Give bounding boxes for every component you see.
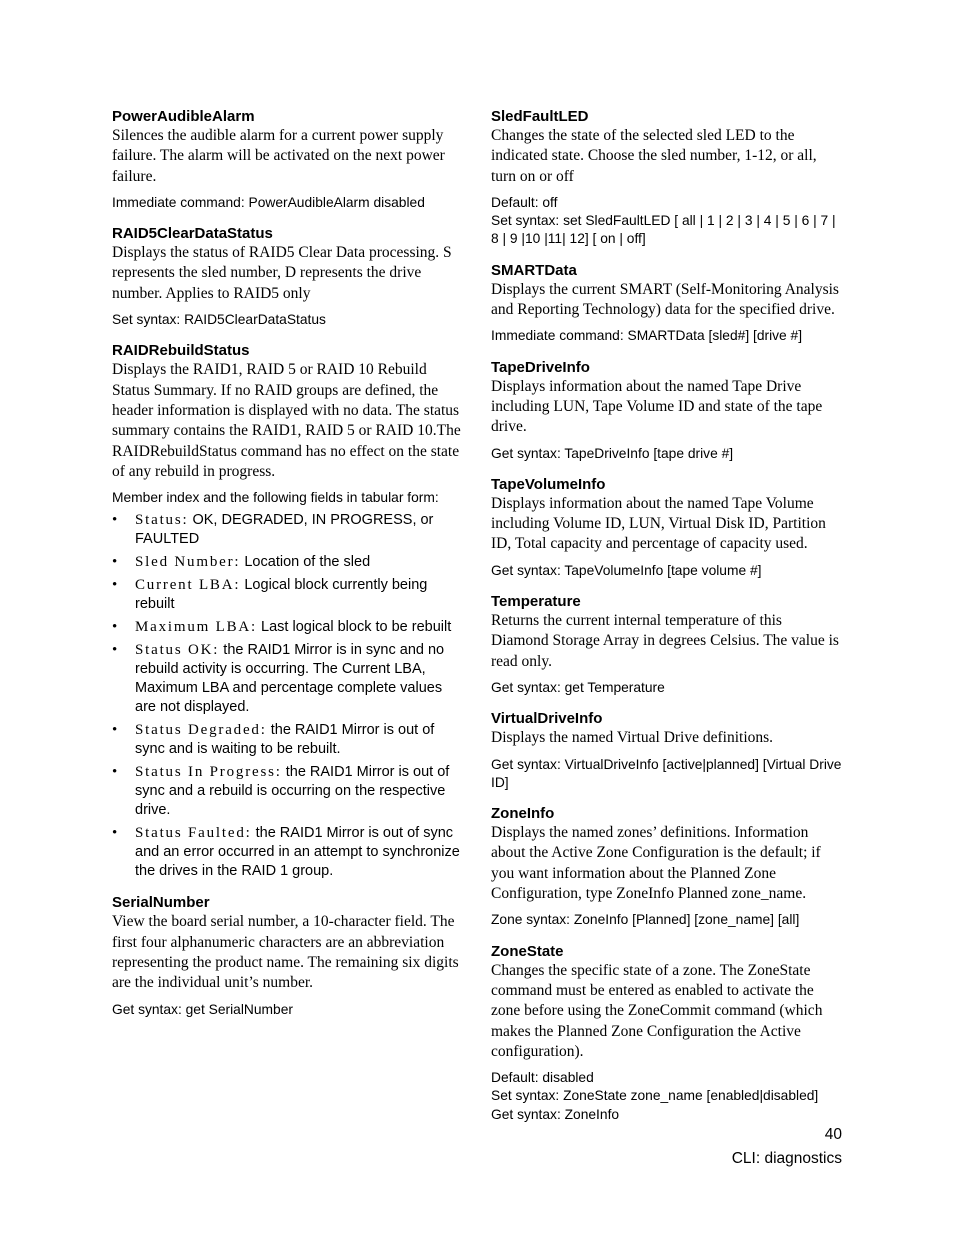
entry-default: Default: off bbox=[491, 194, 558, 210]
entry-title: VirtualDriveInfo bbox=[491, 710, 603, 728]
field-term: Current LBA: bbox=[135, 577, 241, 594]
entry-title: Temperature bbox=[491, 593, 581, 611]
field-term: Status Degraded: bbox=[135, 722, 267, 739]
entry-tape-volume-info bbox=[491, 475, 843, 580]
bullet: • bbox=[112, 554, 118, 571]
bullet: • bbox=[112, 642, 118, 659]
entry-description: Silences the audible alarm for a current power supply failure. The alarm will be activated on the next power failure. bbox=[112, 127, 445, 185]
rebuild-fields-list bbox=[112, 511, 464, 881]
entry-raid-rebuild-status bbox=[112, 341, 464, 881]
entry-description: Displays the named Virtual Drive definitions. bbox=[491, 729, 774, 747]
entry-title: SMARTData bbox=[491, 261, 577, 279]
entry-raid5-clear-data-status bbox=[112, 224, 464, 329]
entry-syntax: Immediate command: SMARTData [sled#] [drive #] bbox=[491, 328, 803, 344]
entry-syntax: Zone syntax: ZoneInfo [Planned] [zone_name] [all] bbox=[491, 912, 800, 928]
list-item bbox=[112, 576, 464, 614]
entry-default: Default: disabled bbox=[491, 1070, 594, 1086]
entry-description: Displays information about the named Tape Drive including LUN, Tape Volume ID and state of the tape drive. bbox=[491, 377, 823, 436]
entry-description: Changes the state of the selected sled LED to the indicated state. Choose the sled number, 1-12, or all, turn on or off bbox=[491, 127, 817, 185]
bullet: • bbox=[112, 577, 118, 594]
field-term: Status: bbox=[135, 512, 189, 529]
entry-description: View the board serial number, a 10-character field. The first four alphanumeric characters are an abbreviation representing the product name. The remaining six digits are the individual unit’s number. bbox=[112, 913, 459, 992]
entry-title: ZoneState bbox=[491, 942, 564, 960]
list-item bbox=[112, 763, 464, 820]
entry-virtual-drive-info bbox=[491, 709, 843, 792]
field-term: Status In Progress: bbox=[135, 764, 282, 781]
field-text: the RAID1 Mirror is out of sync and a rebuild is occurring on the respective drive. bbox=[135, 764, 450, 819]
entry-description: Changes the specific state of a zone. The ZoneState command must be entered as enabled to activate the zone before using the ZoneCommit command (which makes the Planned Zone Configuration the Active configuration). bbox=[491, 961, 823, 1060]
field-text: the RAID1 Mirror is out of sync and an error occurred in an attempt to synchronize the drives in the RAID 1 group. bbox=[135, 825, 460, 880]
entry-syntax: Get syntax: TapeVolumeInfo [tape volume #] bbox=[491, 562, 762, 578]
field-text: Last logical block to be rebuilt bbox=[257, 619, 452, 636]
list-item bbox=[112, 553, 464, 572]
bullet: • bbox=[112, 722, 118, 739]
field-text: OK, DEGRADED, IN PROGRESS, or FAULTED bbox=[135, 512, 434, 548]
entry-syntax: Get syntax: VirtualDriveInfo [active|planned] [Virtual Drive ID] bbox=[491, 756, 842, 790]
entry-tape-drive-info bbox=[491, 358, 843, 463]
entry-title: RAID5ClearDataStatus bbox=[112, 225, 273, 243]
entry-description: Returns the current internal temperature of this Diamond Storage Array in degrees Celsius. The value is read only. bbox=[491, 612, 839, 670]
section-name: CLI: diagnostics bbox=[731, 1150, 842, 1167]
field-term: Sled Number: bbox=[135, 554, 241, 571]
bullet: • bbox=[112, 619, 118, 636]
field-term: Status Faulted: bbox=[135, 825, 252, 842]
bullet: • bbox=[112, 825, 118, 842]
entry-sled-fault-led bbox=[491, 107, 843, 249]
entry-syntax: Set syntax: set SledFaultLED [ all | 1 | 2 | 3 | 4 | 5 | 6 | 7 | 8 | 9 |10 |11| 12] [ on | off] bbox=[491, 213, 836, 247]
entry-syntax: Get syntax: get Temperature bbox=[491, 679, 665, 695]
field-text: Logical block currently being rebuilt bbox=[135, 577, 428, 613]
entry-syntax: Get syntax: TapeDriveInfo [tape drive #] bbox=[491, 445, 734, 461]
entry-syntax: Immediate command: PowerAudibleAlarm disabled bbox=[112, 194, 425, 210]
entry-syntax: Set syntax: RAID5ClearDataStatus bbox=[112, 312, 326, 328]
entry-set-syntax: Set syntax: ZoneState zone_name [enabled|disabled] bbox=[491, 1088, 819, 1104]
entry-zone-state bbox=[491, 942, 843, 1124]
page-footer bbox=[732, 1123, 842, 1171]
entry-description: Displays the current SMART (Self-Monitoring Analysis and Reporting Technology) data for the specified drive. bbox=[491, 280, 839, 319]
entry-temperature bbox=[491, 592, 843, 697]
right-column bbox=[491, 107, 843, 1136]
field-text: the RAID1 Mirror is out of sync and is waiting to be rebuilt. bbox=[135, 722, 435, 758]
entry-zone-info bbox=[491, 804, 843, 929]
list-item bbox=[112, 511, 464, 549]
entry-title: TapeDriveInfo bbox=[491, 358, 590, 376]
field-term: Status OK: bbox=[135, 642, 220, 659]
entry-title: SledFaultLED bbox=[491, 108, 589, 125]
fields-intro: Member index and the following fields in tabular form: bbox=[112, 490, 439, 506]
entry-smart-data bbox=[491, 261, 843, 346]
list-item bbox=[112, 618, 464, 637]
entry-title: PowerAudibleAlarm bbox=[112, 108, 255, 125]
entry-serial-number bbox=[112, 893, 464, 1018]
entry-description: Displays the named zones’ definitions. Information about the Active Zone Configuration is the default; if you want information about the Planned Zone Configuration, type ZoneInfo Planned zone_name. bbox=[491, 824, 821, 903]
entry-title: ZoneInfo bbox=[491, 805, 555, 823]
entry-syntax: Get syntax: get SerialNumber bbox=[112, 1001, 293, 1017]
bullet: • bbox=[112, 764, 118, 781]
list-item bbox=[112, 721, 464, 759]
field-term: Maximum LBA: bbox=[135, 619, 258, 636]
list-item bbox=[112, 641, 464, 717]
entry-description: Displays the RAID1, RAID 5 or RAID 10 Rebuild Status Summary. If no RAID groups are defined, the header information is displayed with no data. The status summary contains the RAID1, RAID 5 or RAID 10.The RAIDRebuildStatus command has no effect on the state of any rebuild in progress. bbox=[112, 361, 461, 480]
entry-description: Displays the status of RAID5 Clear Data processing. S represents the sled number, D represents the drive number. Applies to RAID5 only bbox=[112, 244, 452, 302]
entry-title: RAIDRebuildStatus bbox=[112, 342, 250, 360]
entry-title: SerialNumber bbox=[112, 894, 210, 912]
entry-title: TapeVolumeInfo bbox=[491, 475, 606, 493]
field-text: Location of the sled bbox=[240, 554, 371, 571]
entry-description: Displays information about the named Tape Volume including Volume ID, LUN, Virtual Disk ID, Partition ID, Total capacity and percentage of capacity used. bbox=[491, 494, 826, 553]
entry-power-audible-alarm bbox=[112, 107, 464, 212]
field-text: the RAID1 Mirror is in sync and no rebuild activity is occurring. The Current LBA, Maximum LBA and percentage complete values are not displayed. bbox=[135, 642, 445, 716]
page-number: 40 bbox=[824, 1126, 842, 1143]
bullet: • bbox=[112, 512, 118, 529]
entry-get-syntax: Get syntax: ZoneInfo bbox=[491, 1106, 620, 1122]
left-column bbox=[112, 107, 464, 1031]
list-item bbox=[112, 824, 464, 881]
